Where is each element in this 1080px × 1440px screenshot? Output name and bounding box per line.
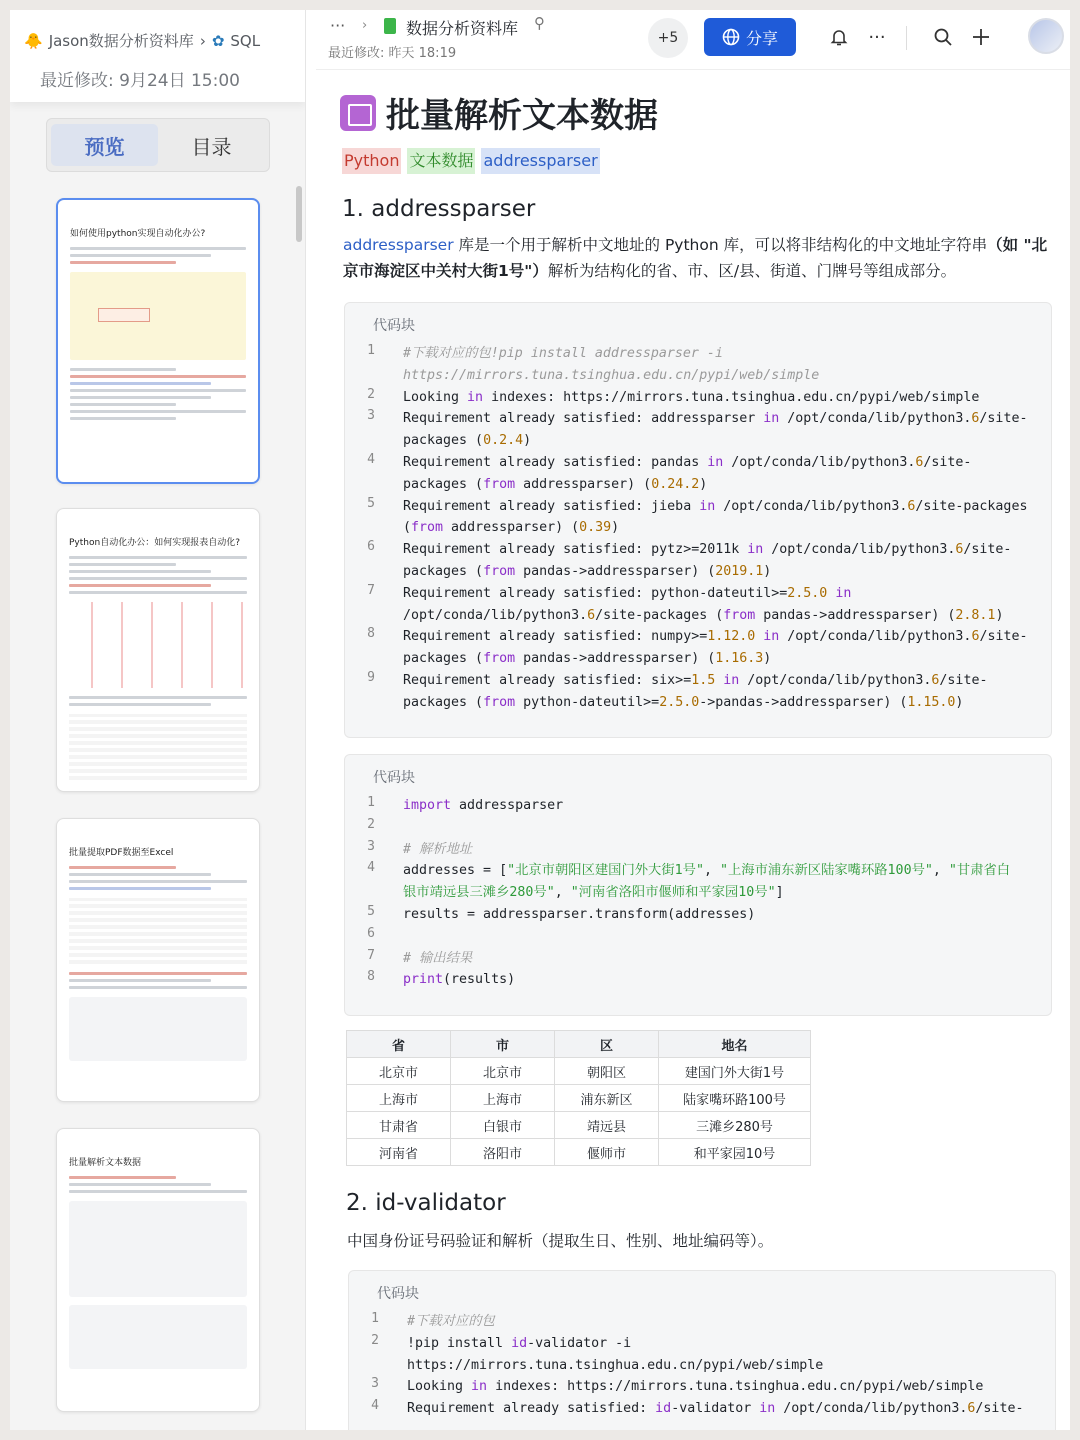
intro-rest: 解析为结构化的省、市、区/县、街道、门牌号等组成部分。 (547, 262, 957, 280)
code-text: # 输出结果 (403, 950, 473, 966)
code-text: Requirement already satisfied: pandas in /opt/conda/lib/python3.6/site- (403, 455, 972, 470)
tag-addressparser[interactable]: addressparser (481, 148, 599, 174)
code-text: import addressparser (403, 798, 564, 813)
code-line (345, 365, 1043, 387)
code-text: packages (from addressparser) (0.24.2) (403, 476, 708, 492)
page-thumbnail[interactable] (56, 818, 260, 1102)
table-cell: 上海市 (347, 1085, 451, 1112)
code-line (345, 626, 1043, 648)
code-text: Looking in indexes: https://mirrors.tuna.tsinghua.edu.cn/pypi/web/simple (407, 1379, 984, 1395)
line-number: 5 (367, 904, 375, 919)
code-text: Requirement already satisfied: id-validator in /opt/conda/lib/python3.6/site- (407, 1401, 1024, 1417)
line-number: 6 (367, 925, 375, 941)
mindmap-preview (70, 272, 246, 360)
code-text (403, 926, 1043, 941)
table-row (347, 1058, 811, 1085)
code-text: (from addressparser) (0.39) (403, 520, 620, 536)
section-intro-id-validator: 中国身份证号码验证和解析（提取生日、性别、地址编码等）。 (347, 1232, 774, 1250)
code-line (345, 969, 1043, 991)
line-number: 8 (367, 626, 375, 642)
code-line (345, 474, 1043, 496)
diagram-preview (69, 602, 247, 688)
table-cell: 偃师市 (555, 1139, 659, 1166)
code-line (349, 1355, 1047, 1377)
code-text: packages (from pandas->addressparser) (2019.1) (403, 564, 772, 579)
table-cell: 陆家嘴环路100号 (659, 1085, 811, 1112)
code-line (345, 948, 1043, 970)
code-preview (69, 1201, 247, 1297)
table-row (347, 1139, 811, 1166)
code-text: Requirement already satisfied: numpy>=1.12.0 in /opt/conda/lib/python3.6/site- (403, 629, 1028, 645)
thumbnail-title: 批量提取PDF数据至Excel (69, 848, 174, 858)
tag-list (342, 148, 600, 174)
code-line (345, 692, 1043, 714)
table-cell: 浦东新区 (555, 1085, 659, 1112)
bell-icon[interactable] (824, 22, 854, 52)
table-cell: 洛阳市 (451, 1139, 555, 1166)
table-cell: 河南省 (347, 1139, 451, 1166)
page-thumbnail[interactable] (56, 508, 260, 792)
code-line (345, 561, 1043, 583)
column-header: 市 (451, 1031, 555, 1058)
share-label: 分享 (745, 28, 778, 48)
code-line (345, 670, 1043, 692)
code-block[interactable] (344, 754, 1052, 1016)
line-number (345, 517, 403, 539)
table-cell: 北京市 (451, 1058, 555, 1085)
tag-python[interactable]: Python (342, 148, 401, 174)
code-text: packages (0.2.4) (403, 433, 532, 449)
chevron-right-icon: › (199, 31, 206, 50)
share-button[interactable] (704, 18, 796, 56)
page-title-row (340, 88, 658, 137)
code-line (345, 648, 1043, 670)
breadcrumb-item-sql[interactable]: SQL (230, 31, 261, 50)
doc-breadcrumb-title[interactable]: 数据分析资料库 (406, 19, 519, 38)
code-preview (69, 1305, 247, 1369)
code-line (345, 496, 1043, 518)
add-icon[interactable] (966, 22, 996, 52)
page-title: 批量解析文本数据 (386, 96, 658, 136)
line-number: 3 (367, 838, 375, 854)
globe-icon (722, 28, 740, 46)
collaborators-count[interactable]: +5 (648, 18, 688, 58)
code-line (349, 1398, 1047, 1420)
code-block-label: 代码块 (373, 318, 415, 334)
more-icon[interactable]: ··· (868, 26, 886, 48)
left-header (10, 10, 306, 102)
preview-tabs (46, 118, 270, 172)
line-number: 8 (367, 969, 375, 985)
section-heading-addressparser: 1. addressparser (342, 196, 536, 222)
code-line (345, 517, 1043, 539)
result-table (346, 1030, 811, 1166)
addressparser-link[interactable]: addressparser (343, 236, 454, 254)
line-number: 3 (367, 408, 375, 424)
code-preview (69, 997, 247, 1061)
document-icon (384, 18, 396, 34)
line-number (345, 882, 403, 904)
table-cell: 和平家园10号 (659, 1139, 811, 1166)
pin-icon[interactable]: ⚲ (534, 14, 545, 32)
line-number: 5 (367, 495, 375, 511)
code-block-label: 代码块 (377, 1286, 419, 1302)
thumbnail-title: 批量解析文本数据 (69, 1158, 142, 1168)
page-thumbnail[interactable] (56, 198, 260, 484)
line-number: 4 (371, 1398, 379, 1414)
section-heading-id-validator: 2. id-validator (346, 1190, 506, 1216)
code-line (345, 452, 1043, 474)
line-number: 4 (367, 860, 375, 876)
table-preview (69, 898, 247, 964)
line-number: 1 (367, 795, 375, 810)
scrollbar[interactable] (296, 186, 302, 242)
code-line (345, 904, 1043, 926)
code-text: 银市靖远县三滩乡280号", "河南省洛阳市偃师和平家园10号"] (403, 885, 784, 901)
code-text: print(results) (403, 972, 516, 988)
line-number (349, 1355, 407, 1377)
search-icon[interactable] (928, 22, 958, 52)
code-line (345, 387, 1043, 409)
table-cell: 朝阳区 (555, 1058, 659, 1085)
table-cell: 上海市 (451, 1085, 555, 1112)
intro-example: （如 "北京市海淀区中关村大街1号"） (343, 236, 1048, 280)
doc-modified-time: 最近修改: 昨天 18:19 (328, 46, 457, 61)
code-line (345, 882, 1043, 904)
chevron-right-icon: › (362, 18, 368, 33)
column-header: 地名 (659, 1031, 811, 1058)
code-line (345, 839, 1043, 861)
avatar[interactable] (1028, 18, 1064, 54)
code-text: Requirement already satisfied: pytz>=2011k in /opt/conda/lib/python3.6/site- (403, 542, 1012, 558)
code-block[interactable] (348, 1270, 1056, 1430)
code-line (345, 926, 1043, 941)
code-line (345, 860, 1043, 882)
line-number (345, 692, 403, 714)
code-text: results = addressparser.transform(addresses) (403, 907, 756, 922)
more-breadcrumb-button[interactable]: ··· (330, 16, 346, 35)
table-cell: 靖远县 (555, 1112, 659, 1139)
table-preview (69, 714, 247, 780)
column-header: 区 (555, 1031, 659, 1058)
code-text: Requirement already satisfied: jieba in /opt/conda/lib/python3.6/site-packages (403, 498, 1028, 514)
code-text: Looking in indexes: https://mirrors.tuna.tsinghua.edu.cn/pypi/web/simple (403, 389, 980, 405)
line-number (345, 474, 403, 496)
thumbnail-title: Python自动化办公：如何实现报表自动化? (69, 538, 240, 548)
tag-text-data[interactable]: 文本数据 (407, 148, 475, 174)
code-line (345, 408, 1043, 430)
code-text (403, 817, 1043, 832)
code-line (345, 343, 1043, 365)
document-area (316, 10, 1070, 1430)
code-line (345, 817, 1043, 832)
code-line (345, 583, 1043, 605)
code-line (349, 1376, 1047, 1398)
line-number (345, 605, 403, 627)
code-line (345, 795, 1043, 817)
line-number (345, 561, 403, 583)
code-text: # 解析地址 (403, 841, 473, 857)
left-modified-time: 最近修改: 9月24日 15:00 (40, 71, 240, 91)
code-block[interactable] (344, 302, 1052, 738)
code-text: packages (from pandas->addressparser) (1.16.3) (403, 651, 772, 667)
line-number: 9 (367, 670, 375, 685)
code-text: Requirement already satisfied: six>=1.5 in /opt/conda/lib/python3.6/site- (403, 673, 988, 688)
line-number: 4 (367, 452, 375, 467)
code-text: Requirement already satisfied: addressparser in /opt/conda/lib/python3.6/site- (403, 411, 1028, 427)
section-intro-addressparser (343, 232, 1055, 284)
table-cell: 甘肃省 (347, 1112, 451, 1139)
preview-panel (10, 10, 306, 1430)
page-thumbnail[interactable] (56, 1128, 260, 1412)
database-icon: ✿ (211, 31, 225, 50)
table-row (347, 1112, 811, 1139)
code-text: addresses = ["北京市朝阳区建国门外大街1号", "上海市浦东新区陆家嘴环路100号", "甘肃省白 (403, 863, 1011, 879)
line-number: 2 (367, 816, 375, 832)
line-number: 2 (371, 1332, 379, 1348)
code-block-label: 代码块 (373, 770, 415, 786)
thumbnail-title: 如何使用python实现自动化办公? (70, 229, 206, 239)
line-number (345, 365, 403, 387)
code-line (349, 1311, 1047, 1333)
code-line (349, 1333, 1047, 1355)
tab-outline[interactable]: 目录 (191, 134, 232, 159)
column-header: 省 (347, 1031, 451, 1058)
breadcrumb (24, 30, 260, 51)
breadcrumb-item-library[interactable]: Jason数据分析资料库 (48, 32, 194, 50)
line-number: 1 (367, 343, 375, 358)
code-line (345, 539, 1043, 561)
table-row (347, 1085, 811, 1112)
table-cell: 北京市 (347, 1058, 451, 1085)
table-cell: 建国门外大街1号 (659, 1058, 811, 1085)
calendar-icon (340, 95, 376, 131)
line-number: 3 (371, 1376, 379, 1392)
line-number: 2 (367, 386, 375, 402)
line-number (345, 648, 403, 670)
code-line (345, 430, 1043, 452)
top-toolbar (316, 10, 1070, 70)
table-cell: 白银市 (451, 1112, 555, 1139)
code-text: !pip install id-validator -i (407, 1335, 632, 1351)
code-text: #下载对应的包 (407, 1314, 495, 1329)
intro-text: 库是一个用于解析中文地址的 Python 库，可以将非结构化的中文地址字符串 (453, 236, 988, 254)
toolbar-divider (906, 26, 907, 50)
tab-preview[interactable]: 预览 (51, 124, 158, 166)
code-line (345, 605, 1043, 627)
table-header-row (347, 1031, 811, 1058)
line-number (345, 430, 403, 452)
code-text: https://mirrors.tuna.tsinghua.edu.cn/pypi/web/simple (407, 1357, 824, 1373)
code-text: packages (from python-dateutil>=2.5.0->pandas->addressparser) (1.15.0) (403, 694, 964, 710)
library-emoji-icon: 🐥 (24, 31, 43, 50)
code-text: /opt/conda/lib/python3.6/site-packages (from pandas->addressparser) (2.8.1) (403, 607, 1004, 623)
table-cell: 三滩乡280号 (659, 1112, 811, 1139)
line-number: 6 (367, 539, 375, 555)
line-number: 7 (367, 947, 375, 963)
code-text: https://mirrors.tuna.tsinghua.edu.cn/pypi/web/simple (403, 367, 820, 383)
line-number: 1 (371, 1311, 379, 1326)
line-number: 7 (367, 582, 375, 598)
code-text: #下载对应的包!pip install addressparser -i (403, 346, 723, 361)
app-frame (10, 10, 1070, 1430)
code-text: Requirement already satisfied: python-dateutil>=2.5.0 in (403, 585, 852, 601)
